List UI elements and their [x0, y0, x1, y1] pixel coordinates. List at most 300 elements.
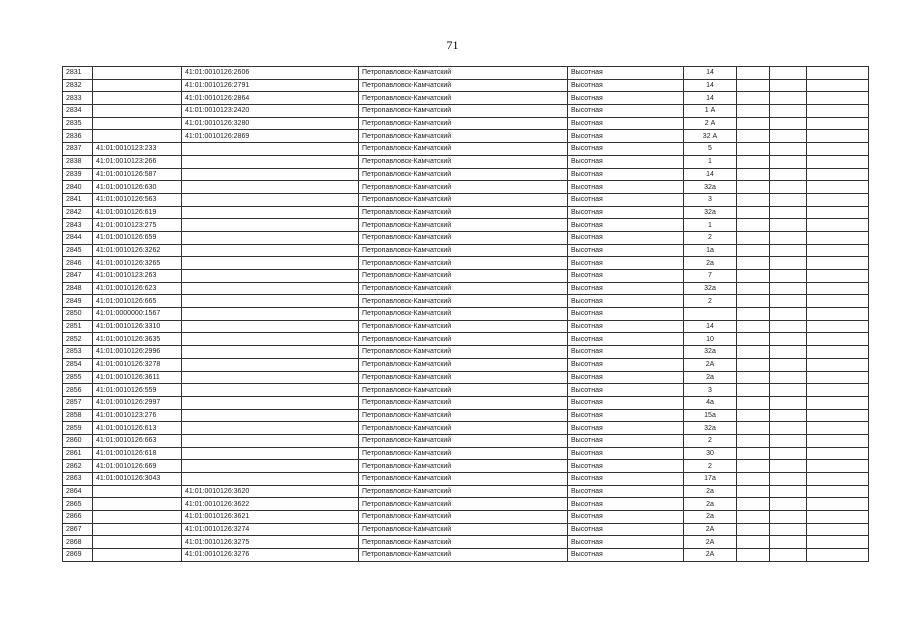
- cadastral-number-alt-cell: 41:01:0010126:3275: [182, 536, 359, 549]
- empty-cell: [737, 308, 770, 321]
- house-number-cell: 32a: [684, 206, 737, 219]
- city-cell: Петропавловск-Камчатский: [359, 358, 568, 371]
- cadastral-number-cell: 41:01:0010126:3265: [93, 257, 182, 270]
- street-cell: Высотная: [568, 523, 684, 536]
- table-row: [63, 333, 869, 346]
- city-cell: Петропавловск-Камчатский: [359, 193, 568, 206]
- cadastral-number-cell: 41:01:0010126:587: [93, 168, 182, 181]
- city-cell: Петропавловск-Камчатский: [359, 409, 568, 422]
- cadastral-number-alt-cell: [182, 257, 359, 270]
- street-cell: Высотная: [568, 485, 684, 498]
- empty-cell: [807, 422, 869, 435]
- street-cell: Высотная: [568, 244, 684, 257]
- house-number-cell: 2A: [684, 358, 737, 371]
- empty-cell: [807, 270, 869, 283]
- table-row: [63, 460, 869, 473]
- street-cell: Высотная: [568, 117, 684, 130]
- city-cell: Петропавловск-Камчатский: [359, 346, 568, 359]
- empty-cell: [770, 244, 807, 257]
- empty-cell: [807, 92, 869, 105]
- city-cell: Петропавловск-Камчатский: [359, 485, 568, 498]
- city-cell: Петропавловск-Камчатский: [359, 130, 568, 143]
- city-cell: Петропавловск-Камчатский: [359, 270, 568, 283]
- house-number-cell: 2: [684, 231, 737, 244]
- city-cell: Петропавловск-Камчатский: [359, 498, 568, 511]
- row-number-cell: 2850: [63, 308, 93, 321]
- city-cell: Петропавловск-Камчатский: [359, 282, 568, 295]
- empty-cell: [770, 320, 807, 333]
- street-cell: Высотная: [568, 143, 684, 156]
- city-cell: Петропавловск-Камчатский: [359, 168, 568, 181]
- empty-cell: [770, 485, 807, 498]
- city-cell: Петропавловск-Камчатский: [359, 384, 568, 397]
- street-cell: Высотная: [568, 371, 684, 384]
- house-number-cell: 2a: [684, 485, 737, 498]
- empty-cell: [770, 409, 807, 422]
- empty-cell: [807, 447, 869, 460]
- house-number-cell: 1: [684, 155, 737, 168]
- empty-cell: [807, 536, 869, 549]
- city-cell: Петропавловск-Камчатский: [359, 67, 568, 80]
- house-number-cell: 15a: [684, 409, 737, 422]
- table-row: [63, 384, 869, 397]
- city-cell: Петропавловск-Камчатский: [359, 92, 568, 105]
- empty-cell: [737, 460, 770, 473]
- house-number-cell: [684, 308, 737, 321]
- empty-cell: [737, 244, 770, 257]
- row-number-cell: 2848: [63, 282, 93, 295]
- cadastral-number-cell: [93, 523, 182, 536]
- city-cell: Петропавловск-Камчатский: [359, 320, 568, 333]
- house-number-cell: 2a: [684, 257, 737, 270]
- empty-cell: [770, 282, 807, 295]
- empty-cell: [770, 422, 807, 435]
- cadastral-number-cell: 41:01:0010126:559: [93, 384, 182, 397]
- row-number-cell: 2855: [63, 371, 93, 384]
- empty-cell: [770, 384, 807, 397]
- empty-cell: [737, 193, 770, 206]
- cadastral-number-cell: 41:01:0010126:659: [93, 231, 182, 244]
- house-number-cell: 7: [684, 270, 737, 283]
- house-number-cell: 14: [684, 168, 737, 181]
- empty-cell: [807, 409, 869, 422]
- street-cell: Высотная: [568, 79, 684, 92]
- empty-cell: [807, 181, 869, 194]
- cadastral-number-cell: 41:01:0010126:2997: [93, 396, 182, 409]
- row-number-cell: 2839: [63, 168, 93, 181]
- cadastral-number-cell: 41:01:0010126:665: [93, 295, 182, 308]
- empty-cell: [807, 434, 869, 447]
- empty-cell: [737, 498, 770, 511]
- cadastral-number-alt-cell: [182, 473, 359, 486]
- cadastral-number-alt-cell: 41:01:0010126:3274: [182, 523, 359, 536]
- house-number-cell: 1: [684, 219, 737, 232]
- empty-cell: [807, 460, 869, 473]
- house-number-cell: 14: [684, 67, 737, 80]
- city-cell: Петропавловск-Камчатский: [359, 105, 568, 118]
- house-number-cell: 14: [684, 79, 737, 92]
- empty-cell: [737, 320, 770, 333]
- cadastral-number-alt-cell: 41:01:0010126:3280: [182, 117, 359, 130]
- empty-cell: [737, 396, 770, 409]
- cadastral-number-alt-cell: 41:01:0010126:3276: [182, 549, 359, 562]
- empty-cell: [737, 67, 770, 80]
- empty-cell: [770, 105, 807, 118]
- empty-cell: [807, 130, 869, 143]
- street-cell: Высотная: [568, 549, 684, 562]
- cadastral-number-cell: 41:01:0010126:623: [93, 282, 182, 295]
- cadastral-number-cell: 41:01:0010126:613: [93, 422, 182, 435]
- registry-table: [62, 66, 869, 562]
- house-number-cell: 32a: [684, 346, 737, 359]
- empty-cell: [770, 523, 807, 536]
- table-row: [63, 193, 869, 206]
- empty-cell: [807, 511, 869, 524]
- empty-cell: [807, 295, 869, 308]
- empty-cell: [807, 155, 869, 168]
- cadastral-number-cell: 41:01:0010126:618: [93, 447, 182, 460]
- cadastral-number-cell: 41:01:0010123:275: [93, 219, 182, 232]
- empty-cell: [737, 371, 770, 384]
- empty-cell: [737, 485, 770, 498]
- empty-cell: [807, 346, 869, 359]
- table-row: [63, 498, 869, 511]
- row-number-cell: 2834: [63, 105, 93, 118]
- empty-cell: [807, 67, 869, 80]
- table-row: [63, 130, 869, 143]
- empty-cell: [807, 371, 869, 384]
- empty-cell: [737, 231, 770, 244]
- cadastral-number-cell: 41:01:0010126:3043: [93, 473, 182, 486]
- cadastral-number-alt-cell: [182, 460, 359, 473]
- cadastral-number-alt-cell: 41:01:0010123:2420: [182, 105, 359, 118]
- empty-cell: [807, 485, 869, 498]
- house-number-cell: 4a: [684, 396, 737, 409]
- empty-cell: [737, 181, 770, 194]
- cadastral-number-alt-cell: [182, 447, 359, 460]
- street-cell: Высотная: [568, 105, 684, 118]
- empty-cell: [807, 79, 869, 92]
- house-number-cell: 2A: [684, 549, 737, 562]
- empty-cell: [807, 333, 869, 346]
- empty-cell: [770, 295, 807, 308]
- cadastral-number-alt-cell: [182, 181, 359, 194]
- empty-cell: [770, 206, 807, 219]
- empty-cell: [737, 295, 770, 308]
- row-number-cell: 2838: [63, 155, 93, 168]
- cadastral-number-alt-cell: 41:01:0010126:2869: [182, 130, 359, 143]
- house-number-cell: 30: [684, 447, 737, 460]
- empty-cell: [807, 549, 869, 562]
- cadastral-number-alt-cell: [182, 168, 359, 181]
- cadastral-number-alt-cell: [182, 295, 359, 308]
- table-row: [63, 536, 869, 549]
- house-number-cell: 32a: [684, 181, 737, 194]
- empty-cell: [770, 371, 807, 384]
- cadastral-number-alt-cell: [182, 422, 359, 435]
- cadastral-number-cell: 41:01:0010123:276: [93, 409, 182, 422]
- table-row: [63, 143, 869, 156]
- empty-cell: [770, 155, 807, 168]
- city-cell: Петропавловск-Камчатский: [359, 536, 568, 549]
- table-row: [63, 181, 869, 194]
- empty-cell: [770, 231, 807, 244]
- empty-cell: [770, 168, 807, 181]
- street-cell: Высотная: [568, 346, 684, 359]
- table-row: [63, 219, 869, 232]
- empty-cell: [737, 511, 770, 524]
- street-cell: Высотная: [568, 257, 684, 270]
- empty-cell: [807, 308, 869, 321]
- cadastral-number-cell: 41:01:0010126:563: [93, 193, 182, 206]
- table-row: [63, 206, 869, 219]
- table-row: [63, 105, 869, 118]
- street-cell: Высотная: [568, 460, 684, 473]
- empty-cell: [737, 523, 770, 536]
- cadastral-number-cell: [93, 79, 182, 92]
- table-row: [63, 434, 869, 447]
- row-number-cell: 2861: [63, 447, 93, 460]
- empty-cell: [737, 473, 770, 486]
- empty-cell: [770, 447, 807, 460]
- cadastral-number-alt-cell: 41:01:0010126:2606: [182, 67, 359, 80]
- empty-cell: [770, 460, 807, 473]
- empty-cell: [770, 333, 807, 346]
- table-row: [63, 117, 869, 130]
- house-number-cell: 32 А: [684, 130, 737, 143]
- empty-cell: [770, 498, 807, 511]
- empty-cell: [770, 257, 807, 270]
- cadastral-number-alt-cell: [182, 308, 359, 321]
- street-cell: Высотная: [568, 155, 684, 168]
- city-cell: Петропавловск-Камчатский: [359, 473, 568, 486]
- cadastral-number-cell: 41:01:0010126:3310: [93, 320, 182, 333]
- empty-cell: [770, 117, 807, 130]
- cadastral-number-cell: [93, 92, 182, 105]
- empty-cell: [770, 346, 807, 359]
- empty-cell: [807, 168, 869, 181]
- house-number-cell: 2a: [684, 511, 737, 524]
- empty-cell: [807, 244, 869, 257]
- street-cell: Высотная: [568, 434, 684, 447]
- row-number-cell: 2844: [63, 231, 93, 244]
- empty-cell: [807, 117, 869, 130]
- row-number-cell: 2842: [63, 206, 93, 219]
- empty-cell: [737, 536, 770, 549]
- cadastral-number-cell: 41:01:0010123:266: [93, 155, 182, 168]
- street-cell: Высотная: [568, 511, 684, 524]
- empty-cell: [807, 384, 869, 397]
- street-cell: Высотная: [568, 206, 684, 219]
- empty-cell: [770, 396, 807, 409]
- table-row: [63, 396, 869, 409]
- table-row: [63, 485, 869, 498]
- city-cell: Петропавловск-Камчатский: [359, 333, 568, 346]
- street-cell: Высотная: [568, 92, 684, 105]
- row-number-cell: 2868: [63, 536, 93, 549]
- house-number-cell: 3: [684, 193, 737, 206]
- empty-cell: [737, 79, 770, 92]
- city-cell: Петропавловск-Камчатский: [359, 231, 568, 244]
- street-cell: Высотная: [568, 409, 684, 422]
- empty-cell: [737, 219, 770, 232]
- empty-cell: [770, 219, 807, 232]
- city-cell: Петропавловск-Камчатский: [359, 219, 568, 232]
- empty-cell: [737, 206, 770, 219]
- empty-cell: [807, 143, 869, 156]
- empty-cell: [770, 130, 807, 143]
- empty-cell: [770, 536, 807, 549]
- street-cell: Высотная: [568, 358, 684, 371]
- house-number-cell: 1 А: [684, 105, 737, 118]
- street-cell: Высотная: [568, 168, 684, 181]
- empty-cell: [770, 181, 807, 194]
- table-row: [63, 295, 869, 308]
- city-cell: Петропавловск-Камчатский: [359, 511, 568, 524]
- row-number-cell: 2856: [63, 384, 93, 397]
- empty-cell: [737, 282, 770, 295]
- empty-cell: [807, 358, 869, 371]
- empty-cell: [770, 511, 807, 524]
- row-number-cell: 2867: [63, 523, 93, 536]
- house-number-cell: 14: [684, 320, 737, 333]
- row-number-cell: 2862: [63, 460, 93, 473]
- city-cell: Петропавловск-Камчатский: [359, 206, 568, 219]
- city-cell: Петропавловск-Камчатский: [359, 295, 568, 308]
- cadastral-number-cell: 41:01:0010126:663: [93, 434, 182, 447]
- row-number-cell: 2846: [63, 257, 93, 270]
- table-row: [63, 231, 869, 244]
- house-number-cell: 2A: [684, 523, 737, 536]
- cadastral-number-cell: 41:01:0010126:3278: [93, 358, 182, 371]
- row-number-cell: 2869: [63, 549, 93, 562]
- table-row: [63, 282, 869, 295]
- cadastral-number-alt-cell: [182, 358, 359, 371]
- street-cell: Высотная: [568, 282, 684, 295]
- row-number-cell: 2837: [63, 143, 93, 156]
- cadastral-number-alt-cell: [182, 434, 359, 447]
- row-number-cell: 2841: [63, 193, 93, 206]
- registry-table-body: [63, 67, 869, 562]
- empty-cell: [807, 282, 869, 295]
- row-number-cell: 2857: [63, 396, 93, 409]
- table-row: [63, 67, 869, 80]
- city-cell: Петропавловск-Камчатский: [359, 79, 568, 92]
- cadastral-number-alt-cell: [182, 193, 359, 206]
- table-row: [63, 308, 869, 321]
- row-number-cell: 2840: [63, 181, 93, 194]
- table-row: [63, 79, 869, 92]
- city-cell: Петропавловск-Камчатский: [359, 143, 568, 156]
- table-row: [63, 346, 869, 359]
- house-number-cell: 14: [684, 92, 737, 105]
- house-number-cell: 32a: [684, 282, 737, 295]
- table-row: [63, 409, 869, 422]
- cadastral-number-cell: [93, 536, 182, 549]
- empty-cell: [737, 168, 770, 181]
- street-cell: Высотная: [568, 308, 684, 321]
- empty-cell: [770, 67, 807, 80]
- table-row: [63, 371, 869, 384]
- city-cell: Петропавловск-Камчатский: [359, 549, 568, 562]
- house-number-cell: 2: [684, 295, 737, 308]
- empty-cell: [807, 498, 869, 511]
- row-number-cell: 2865: [63, 498, 93, 511]
- empty-cell: [737, 346, 770, 359]
- cadastral-number-alt-cell: [182, 206, 359, 219]
- row-number-cell: 2853: [63, 346, 93, 359]
- empty-cell: [737, 434, 770, 447]
- cadastral-number-alt-cell: 41:01:0010126:3620: [182, 485, 359, 498]
- cadastral-number-cell: 41:01:0010126:3611: [93, 371, 182, 384]
- cadastral-number-alt-cell: [182, 346, 359, 359]
- house-number-cell: 10: [684, 333, 737, 346]
- cadastral-number-alt-cell: [182, 333, 359, 346]
- empty-cell: [807, 219, 869, 232]
- empty-cell: [770, 358, 807, 371]
- cadastral-number-alt-cell: 41:01:0010126:2791: [182, 79, 359, 92]
- table-row: [63, 155, 869, 168]
- cadastral-number-alt-cell: [182, 231, 359, 244]
- cadastral-number-cell: 41:01:0010123:263: [93, 270, 182, 283]
- street-cell: Высотная: [568, 270, 684, 283]
- row-number-cell: 2836: [63, 130, 93, 143]
- street-cell: Высотная: [568, 295, 684, 308]
- cadastral-number-alt-cell: [182, 155, 359, 168]
- table-row: [63, 511, 869, 524]
- empty-cell: [737, 257, 770, 270]
- row-number-cell: 2845: [63, 244, 93, 257]
- row-number-cell: 2860: [63, 434, 93, 447]
- cadastral-number-cell: 41:01:0010126:3262: [93, 244, 182, 257]
- table-row: [63, 549, 869, 562]
- house-number-cell: 3: [684, 384, 737, 397]
- house-number-cell: 2A: [684, 536, 737, 549]
- table-row: [63, 320, 869, 333]
- cadastral-number-alt-cell: 41:01:0010126:3621: [182, 511, 359, 524]
- cadastral-number-cell: [93, 485, 182, 498]
- street-cell: Высотная: [568, 67, 684, 80]
- city-cell: Петропавловск-Камчатский: [359, 371, 568, 384]
- cadastral-number-alt-cell: 41:01:0010126:3622: [182, 498, 359, 511]
- empty-cell: [770, 434, 807, 447]
- cadastral-number-cell: 41:01:0010123:233: [93, 143, 182, 156]
- house-number-cell: 2: [684, 460, 737, 473]
- empty-cell: [807, 257, 869, 270]
- street-cell: Высотная: [568, 396, 684, 409]
- cadastral-number-alt-cell: [182, 384, 359, 397]
- empty-cell: [737, 409, 770, 422]
- empty-cell: [807, 473, 869, 486]
- empty-cell: [770, 270, 807, 283]
- house-number-cell: 17a: [684, 473, 737, 486]
- empty-cell: [737, 92, 770, 105]
- cadastral-number-cell: 41:01:0010126:3635: [93, 333, 182, 346]
- city-cell: Петропавловск-Камчатский: [359, 523, 568, 536]
- street-cell: Высотная: [568, 447, 684, 460]
- empty-cell: [737, 143, 770, 156]
- table-row: [63, 447, 869, 460]
- empty-cell: [770, 79, 807, 92]
- empty-cell: [770, 549, 807, 562]
- empty-cell: [807, 231, 869, 244]
- cadastral-number-cell: 41:01:0010126:630: [93, 181, 182, 194]
- row-number-cell: 2852: [63, 333, 93, 346]
- cadastral-number-cell: 41:01:0010126:2996: [93, 346, 182, 359]
- street-cell: Высотная: [568, 219, 684, 232]
- empty-cell: [737, 422, 770, 435]
- empty-cell: [737, 384, 770, 397]
